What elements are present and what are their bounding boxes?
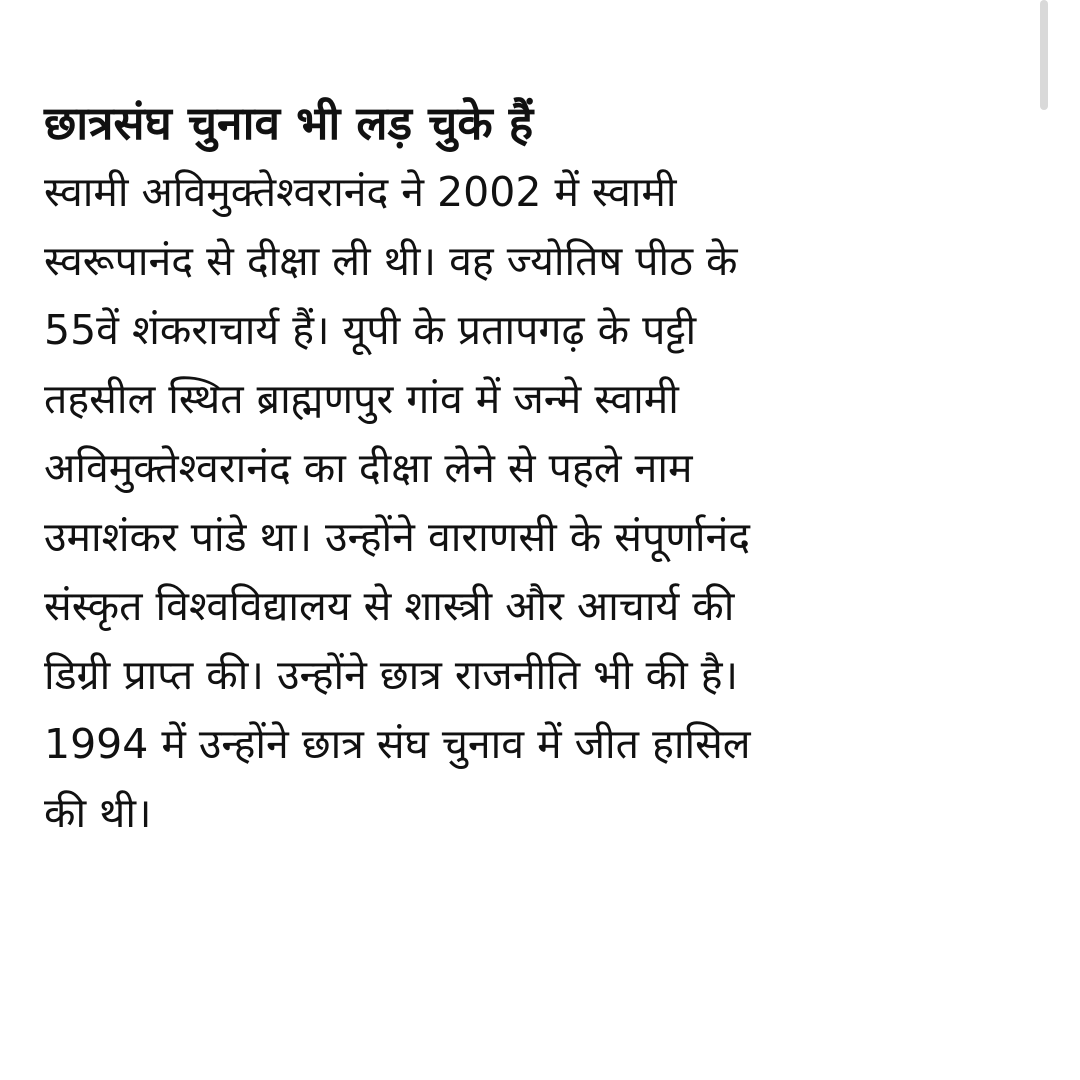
article-line: डिग्री प्राप्त की। उन्होंने छात्र राजनीति भी की है। (44, 651, 739, 699)
article-line: तहसील स्थित ब्राह्मणपुर गांव में जन्मे स्वामी (44, 375, 679, 423)
article-line: की थी। (44, 789, 152, 837)
article-line: 55वें शंकराचार्य हैं। यूपी के प्रतापगढ़ के पट्टी (44, 306, 697, 354)
scrollbar[interactable] (1040, 0, 1048, 110)
article-line: 1994 में उन्होंने छात्र संघ चुनाव में जीत हासिल (44, 720, 751, 768)
article-line: स्वरूपानंद से दीक्षा ली थी। वह ज्योतिष पीठ के (44, 237, 738, 285)
article-line: स्वामी अविमुक्तेश्वरानंद ने 2002 में स्वामी (44, 168, 677, 216)
article-line: अविमुक्तेश्वरानंद का दीक्षा लेने से पहले नाम (44, 444, 693, 492)
article-line: संस्कृत विश्वविद्यालय से शास्त्री और आचार्य की (44, 582, 735, 630)
article (44, 88, 1034, 848)
article-line: उमाशंकर पांडे था। उन्होंने वाराणसी के संपूर्णानंद (44, 513, 751, 561)
article-heading: छात्रसंघ चुनाव भी लड़ चुके हैं (44, 96, 534, 150)
